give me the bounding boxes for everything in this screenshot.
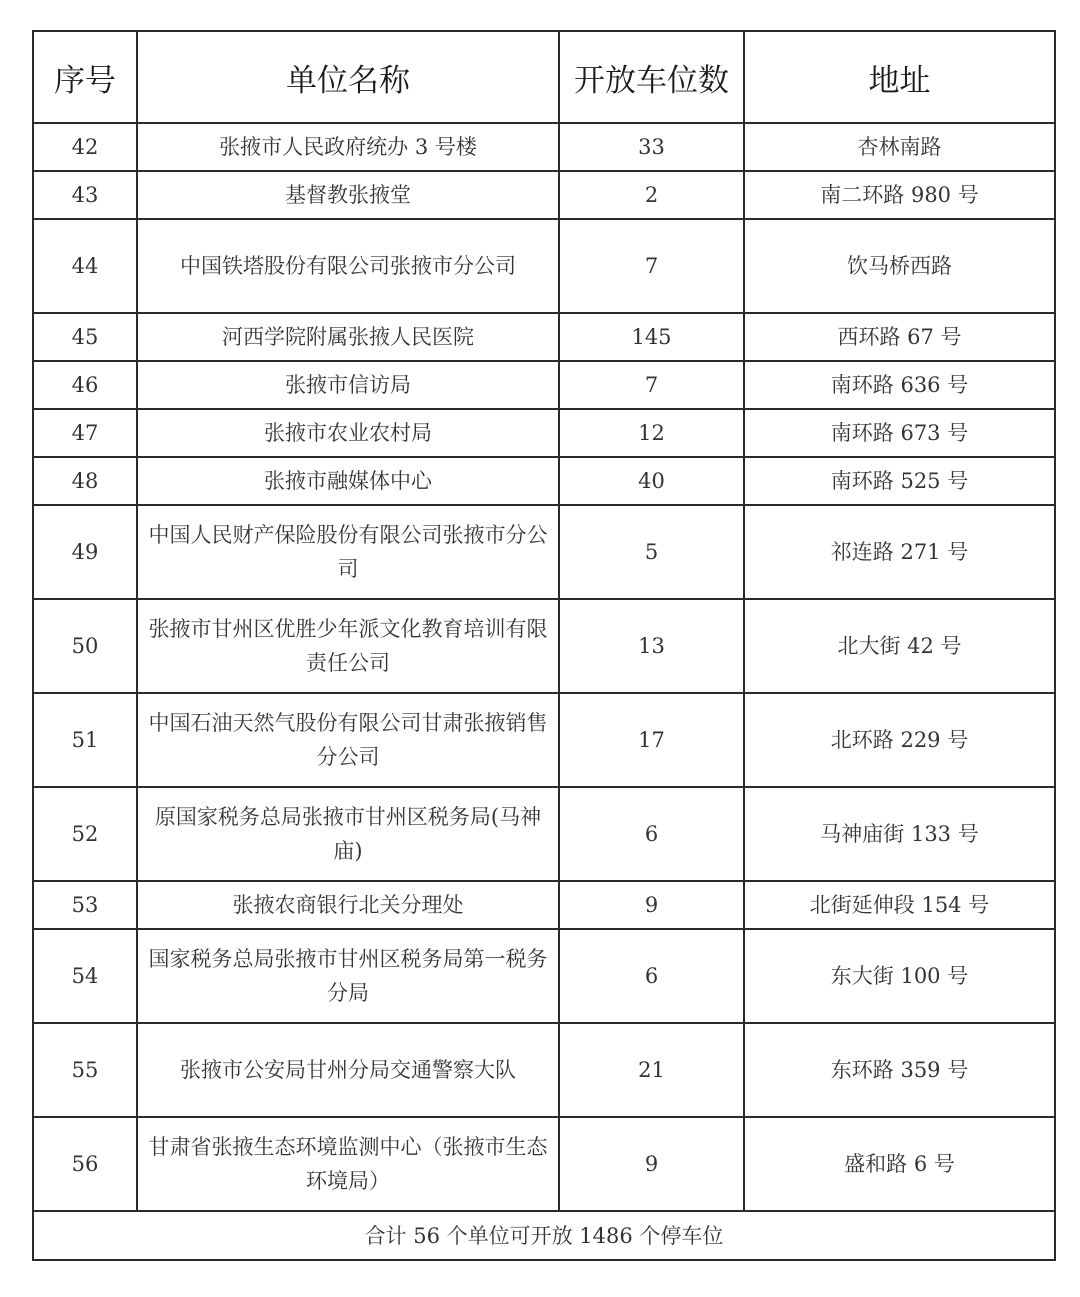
cell-seq: 48 [33,457,137,505]
table-row [33,313,1055,361]
cell-seq: 45 [33,313,137,361]
cell-unit-name: 国家税务总局张掖市甘州区税务局第一税务分局 [137,929,559,1023]
cell-open-spaces: 17 [559,693,744,787]
cell-open-spaces: 13 [559,599,744,693]
cell-address: 马神庙街 133 号 [744,787,1055,881]
cell-open-spaces: 40 [559,457,744,505]
cell-address: 东大街 100 号 [744,929,1055,1023]
table-row [33,409,1055,457]
cell-seq: 44 [33,219,137,313]
cell-unit-name: 基督教张掖堂 [137,171,559,219]
cell-unit-name: 河西学院附属张掖人民医院 [137,313,559,361]
cell-open-spaces: 9 [559,1117,744,1211]
cell-unit-name: 张掖市农业农村局 [137,409,559,457]
table-row [33,171,1055,219]
header-unit-name: 单位名称 [137,31,559,123]
cell-seq: 51 [33,693,137,787]
header-open-spaces: 开放车位数 [559,31,744,123]
cell-open-spaces: 9 [559,881,744,929]
table-row [33,1117,1055,1211]
cell-unit-name: 中国人民财产保险股份有限公司张掖市分公司 [137,505,559,599]
cell-seq: 52 [33,787,137,881]
cell-unit-name: 中国铁塔股份有限公司张掖市分公司 [137,219,559,313]
cell-unit-name: 甘肃省张掖生态环境监测中心（张掖市生态环境局） [137,1117,559,1211]
table-body [33,123,1055,1211]
cell-seq: 42 [33,123,137,171]
cell-open-spaces: 145 [559,313,744,361]
cell-seq: 49 [33,505,137,599]
cell-address: 北环路 229 号 [744,693,1055,787]
table-row [33,787,1055,881]
table-row [33,693,1055,787]
cell-seq: 43 [33,171,137,219]
table-header-row [33,31,1055,123]
cell-unit-name: 张掖市融媒体中心 [137,457,559,505]
table-row [33,929,1055,1023]
cell-address: 东环路 359 号 [744,1023,1055,1117]
cell-open-spaces: 12 [559,409,744,457]
cell-seq: 50 [33,599,137,693]
cell-open-spaces: 6 [559,929,744,1023]
cell-unit-name: 张掖市甘州区优胜少年派文化教育培训有限责任公司 [137,599,559,693]
total-summary: 合计 56 个单位可开放 1486 个停车位 [33,1211,1055,1260]
cell-address: 西环路 67 号 [744,313,1055,361]
cell-unit-name: 张掖农商银行北关分理处 [137,881,559,929]
cell-address: 南环路 525 号 [744,457,1055,505]
cell-seq: 46 [33,361,137,409]
table-row [33,881,1055,929]
cell-open-spaces: 5 [559,505,744,599]
cell-address: 盛和路 6 号 [744,1117,1055,1211]
table-total-row [33,1211,1055,1260]
cell-open-spaces: 7 [559,361,744,409]
cell-unit-name: 中国石油天然气股份有限公司甘肃张掖销售分公司 [137,693,559,787]
cell-unit-name: 张掖市人民政府统办 3 号楼 [137,123,559,171]
cell-address: 饮马桥西路 [744,219,1055,313]
parking-spaces-table [32,30,1056,1261]
cell-open-spaces: 21 [559,1023,744,1117]
cell-address: 北大街 42 号 [744,599,1055,693]
cell-seq: 53 [33,881,137,929]
table-row [33,361,1055,409]
cell-address: 北街延伸段 154 号 [744,881,1055,929]
cell-seq: 56 [33,1117,137,1211]
cell-open-spaces: 33 [559,123,744,171]
cell-seq: 54 [33,929,137,1023]
table-row [33,457,1055,505]
table-row [33,599,1055,693]
cell-seq: 55 [33,1023,137,1117]
header-seq: 序号 [33,31,137,123]
cell-open-spaces: 6 [559,787,744,881]
table-row [33,1023,1055,1117]
cell-unit-name: 张掖市信访局 [137,361,559,409]
table-row [33,123,1055,171]
cell-open-spaces: 7 [559,219,744,313]
cell-unit-name: 原国家税务总局张掖市甘州区税务局(马神庙) [137,787,559,881]
cell-address: 杏林南路 [744,123,1055,171]
header-address: 地址 [744,31,1055,123]
cell-open-spaces: 2 [559,171,744,219]
table-row [33,219,1055,313]
cell-address: 南二环路 980 号 [744,171,1055,219]
table-row [33,505,1055,599]
cell-address: 祁连路 271 号 [744,505,1055,599]
cell-address: 南环路 673 号 [744,409,1055,457]
cell-unit-name: 张掖市公安局甘州分局交通警察大队 [137,1023,559,1117]
cell-seq: 47 [33,409,137,457]
cell-address: 南环路 636 号 [744,361,1055,409]
